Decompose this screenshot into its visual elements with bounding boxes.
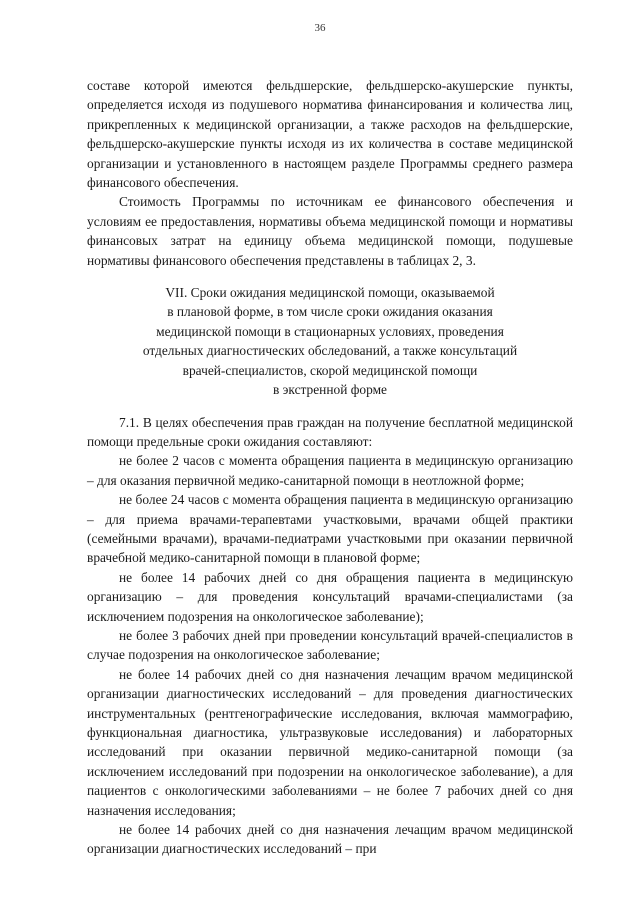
paragraph: не более 14 рабочих дней со дня обращения пациента в медицинскую организацию – для проведения консультаций врачами-специалистами (за исключением подозрения на онкологическое заболевание); [87,569,573,624]
paragraph: составе которой имеются фельдшерские, фельдшерско-акушерские пункты, определяется исходя из подушевого норматива финансирования и количества лиц, прикрепленных к медицинской организации, а также расходов на фельдшерские, фельдшерско-акушерские пункты исходя из их количества в составе медицинской организации и установленного в настоящем разделе Программы среднего размера финансового обеспечения. [87,78,573,191]
section-heading-line: отдельных диагностических обследований, а также консультаций [142,343,518,359]
section-heading-line: врачей-специалистов, скорой медицинской помощи [182,362,478,378]
paragraph: не более 14 рабочих дней со дня назначения лечащим врачом медицинской организации диагностических исследований – для проведения диагностических инструментальных (рентгенографические исследования, включая маммографию, функциональная диагностика, ультразвуковые исследования) и лабораторных исследований при оказании первичной медико-санитарной помощи (за исключением исследований при подозрении на онкологическое заболевание), а для пациентов с онкологическими заболеваниями – не более 7 рабочих дней со дня назначения исследования; [87,666,573,818]
section-heading-line: медицинской помощи в стационарных условиях, проведения [156,323,504,339]
paragraph: не более 24 часов с момента обращения пациента в медицинскую организацию – для приема врачами-терапевтами участковыми, врачами общей практики (семейными врачами), врачами-педиатрами участковыми при оказании первичной врачебной медико-санитарной помощи в плановой форме; [87,492,573,566]
paragraph: не более 3 рабочих дней при проведении консультаций врачей-специалистов в случае подозрения на онкологическое заболевание; [87,627,573,663]
section-heading-line: в экстренной форме [272,382,387,398]
paragraph: Стоимость Программы по источникам ее финансового обеспечения и условиям ее предоставления, нормативы объема медицинской помощи и нормативы финансовых затрат на единицу объема медицинской помощи, подушевые нормативы финансового обеспечения представлены в таблицах 2, 3. [87,194,573,268]
paragraph: 7.1. В целях обеспечения прав граждан на получение бесплатной медицинской помощи предельные сроки ожидания составляют: [87,414,573,449]
document-body [87,76,573,859]
paragraph: не более 14 рабочих дней со дня назначения лечащим врачом медицинской организации диагностических исследований – при [87,822,573,857]
intro-paragraphs [87,76,573,270]
paragraph: не более 2 часов с момента обращения пациента в медицинскую организацию – для оказания первичной медико-санитарной помощи в неотложной форме; [87,453,573,488]
page-number: 36 [314,22,326,34]
section-heading [87,283,573,399]
section-heading-line: VII. Сроки ожидания медицинской помощи, оказываемой [165,285,495,301]
waiting-times-paragraphs [87,413,573,859]
section-heading-line: в плановой форме, в том числе сроки ожидания оказания [167,304,493,320]
